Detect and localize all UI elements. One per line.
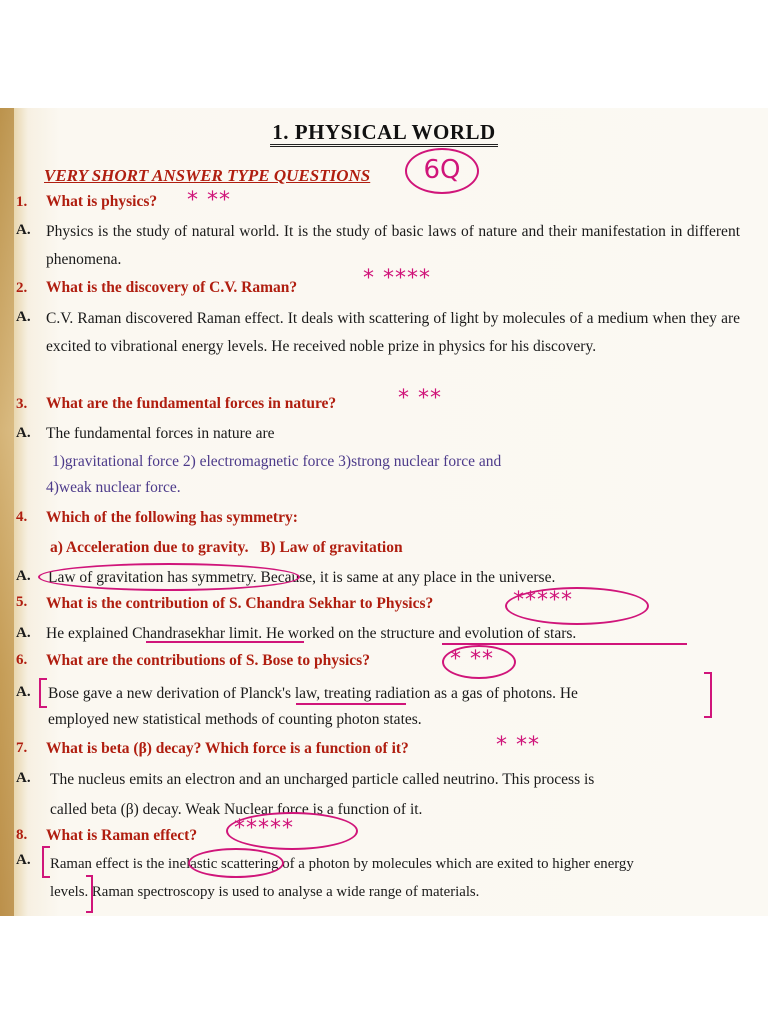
answer-text: Law of gravitation has symmetry. Because, it is same at any place in the universe. xyxy=(48,569,556,586)
forces-list-line: 4)weak nuclear force. xyxy=(46,479,181,496)
question-number: 7. xyxy=(16,740,28,756)
pen-underline xyxy=(146,641,304,643)
importance-stars: * ** xyxy=(450,647,494,672)
answer-label: A. xyxy=(16,222,31,238)
answer-label: A. xyxy=(16,684,31,700)
question-text: What are the contributions of S. Bose to physics? xyxy=(46,652,370,669)
question-text: What is Raman effect? xyxy=(46,827,198,844)
importance-stars: * **** xyxy=(363,266,431,291)
question-number: 3. xyxy=(16,396,28,412)
question-text: What are the fundamental forces in nature? xyxy=(46,395,337,412)
question-number: 1. xyxy=(16,194,28,210)
importance-stars: * ** xyxy=(496,733,540,758)
answer-label: A. xyxy=(16,770,31,786)
answer-text: Bose gave a new derivation of Planck's law, treating radiation as a gas of photons. He xyxy=(48,685,578,702)
importance-stars: * ** xyxy=(398,386,442,411)
question-number: 8. xyxy=(16,827,28,843)
answer-text: The fundamental forces in nature are xyxy=(46,425,275,442)
book-spine-edge xyxy=(0,108,14,916)
importance-stars: ***** xyxy=(513,588,573,613)
answer-text: employed new statistical methods of counting photon states. xyxy=(48,711,422,728)
question-text: What is the discovery of C.V. Raman? xyxy=(46,279,298,296)
section-heading: VERY SHORT ANSWER TYPE QUESTIONS xyxy=(44,166,371,185)
answer-text: levels. Raman spectroscopy is used to analyse a wide range of materials. xyxy=(50,884,480,900)
importance-stars: * ** xyxy=(187,188,231,213)
pen-circle-mark xyxy=(226,812,358,850)
question-text: Which of the following has symmetry: xyxy=(46,509,298,526)
answer-text: C.V. Raman discovered Raman effect. It deals with scattering of light by molecules of a medium when they are excited to vibrational energy levels. He received noble prize in physics for his discovery. xyxy=(46,310,740,355)
answer-label: A. xyxy=(16,568,31,584)
question-text: What is the contribution of S. Chandra Sekhar to Physics? xyxy=(46,595,434,612)
question-number: 5. xyxy=(16,594,28,610)
answer-text: He explained Chandrasekhar limit. He worked on the structure and evolution of stars. xyxy=(46,625,577,642)
answer-text: Raman effect is the inelastic scattering of a photon by molecules which are exited to higher energy xyxy=(50,856,634,872)
forces-list-line: 1)gravitational force 2) electromagnetic force 3)strong nuclear force and xyxy=(52,453,502,470)
question-text: What is physics? xyxy=(46,193,158,210)
answer-label: A. xyxy=(16,625,31,641)
question-number: 6. xyxy=(16,652,28,668)
pen-circle-mark xyxy=(442,645,516,679)
answer-label: A. xyxy=(16,425,31,441)
pen-underline xyxy=(296,703,406,705)
answer-label: A. xyxy=(16,852,31,868)
answer-text: The nucleus emits an electron and an uncharged particle called neutrino. This process is xyxy=(50,771,595,788)
question-options: a) Acceleration due to gravity. B) Law of gravitation xyxy=(50,539,403,556)
answer-label: A. xyxy=(16,309,31,325)
question-number: 4. xyxy=(16,509,28,525)
question-number: 2. xyxy=(16,280,28,296)
pen-bracket-close xyxy=(704,672,712,718)
answer-text: Physics is the study of natural world. It is the study of basic laws of nature and their manifestation in different phenomena. xyxy=(46,223,740,268)
question-text: What is beta (β) decay? Which force is a function of it? xyxy=(46,740,409,757)
page-title: 1. PHYSICAL WORLD xyxy=(0,120,768,145)
importance-stars: ***** xyxy=(234,816,294,841)
answer-text: called beta (β) decay. Weak Nuclear force is a function of it. xyxy=(50,801,423,818)
handwritten-question-count: 6Q xyxy=(405,148,479,194)
pen-circle-mark xyxy=(38,563,300,591)
pen-bracket-open xyxy=(39,678,47,708)
pen-bracket-open xyxy=(42,846,50,878)
pen-bracket-close xyxy=(86,875,93,913)
pen-circle-mark xyxy=(188,848,284,878)
